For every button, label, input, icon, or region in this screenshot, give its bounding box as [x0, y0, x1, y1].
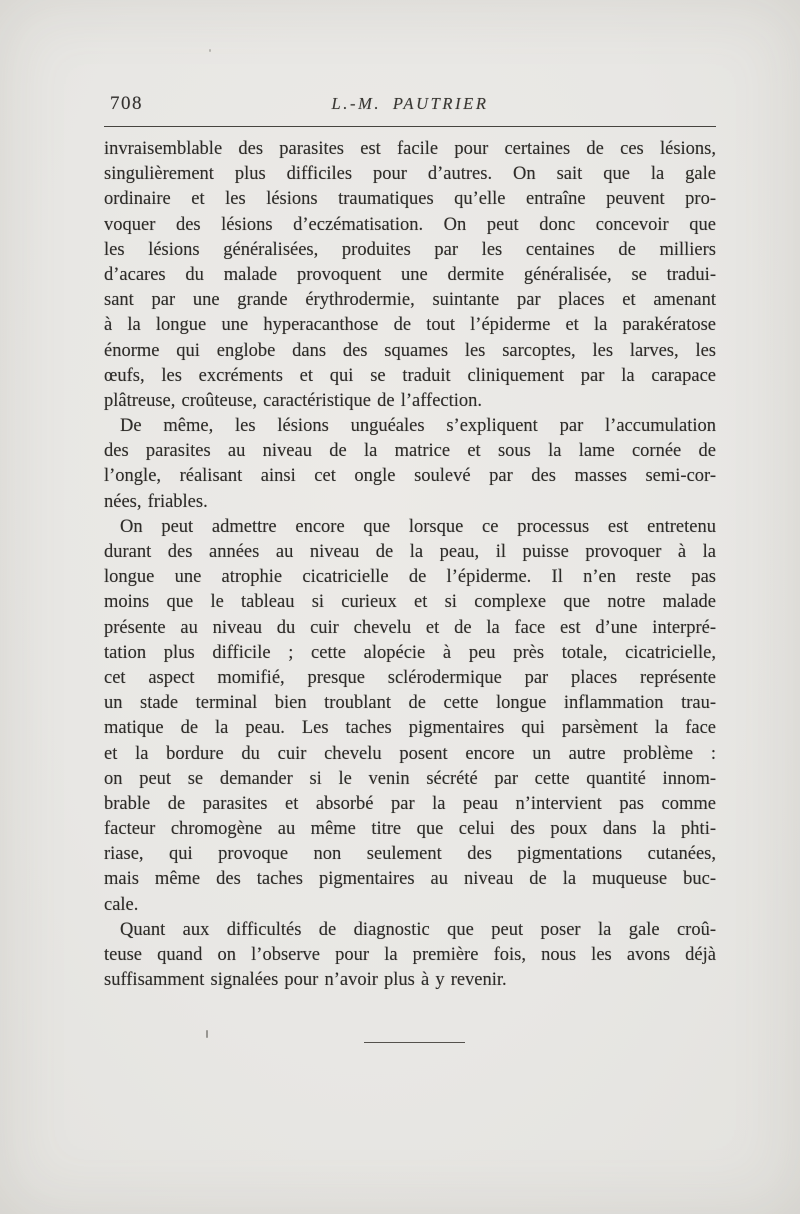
text-line: présente au niveau du cuir chevelu et de la face est d’une interpré- [104, 617, 716, 638]
text-line: invraisemblable des parasites est facile pour certaines de ces lésions, [104, 139, 716, 159]
text-line: longue une atrophie cicatricielle de l’épiderme. Il n’en reste pas [104, 567, 716, 588]
text-line: des parasites au niveau de la matrice et sous la lame cornée de [104, 441, 716, 462]
text-line: facteur chromogène au même titre que celui des poux dans la phti- [104, 819, 716, 840]
page-number: 708 [110, 93, 143, 114]
text-line: Quant aux difficultés de diagnostic que peut poser la gale croû- [120, 919, 716, 940]
text-line: et la bordure du cuir chevelu posent encore un autre problème : [104, 743, 716, 764]
running-head: L.-M. PAUTRIER [331, 94, 489, 113]
body-text [104, 137, 716, 993]
text-line: brable de parasites et absorbé par la peau n’intervient pas comme [104, 793, 716, 814]
text-line: mais même des taches pigmentaires au niveau de la muqueuse buc- [104, 869, 716, 890]
text-line: suffisamment signalées pour n’avoir plus à y revenir. [104, 970, 507, 991]
text-line: les lésions généralisées, produites par les centaines de milliers [104, 239, 716, 260]
text-line: riase, qui provoque non seulement des pigmentations cutanées, [104, 844, 716, 865]
text-line: moins que le tableau si curieux et si complexe que notre malade [104, 592, 716, 613]
text-line: sant par une grande érythrodermie, suintante par places et amenant [104, 290, 716, 311]
text-line: nées, friables. [104, 491, 208, 512]
text-line: à la longue une hyperacanthose de tout l’épiderme et la parakératose [104, 315, 716, 336]
text-line: On peut admettre encore que lorsque ce processus est entretenu [120, 516, 716, 537]
text-line: l’ongle, réalisant ainsi cet ongle soulevé par des masses semi-cor- [104, 466, 716, 487]
text-line: singulièrement plus difficiles pour d’autres. On sait que la gale [104, 164, 716, 185]
text-line: ordinaire et les lésions traumatiques qu’elle entraîne peuvent pro- [104, 189, 716, 210]
text-line: un stade terminal bien troublant de cette longue inflammation trau- [104, 693, 716, 714]
page-header [104, 93, 716, 117]
header-rule [104, 126, 716, 127]
text-line: cale. [104, 894, 139, 915]
text-line: cet aspect momifié, presque sclérodermique par places représente [104, 667, 716, 688]
section-divider-rule [364, 1042, 465, 1043]
text-line: tation plus difficile ; cette alopécie à peu près totale, cicatricielle, [104, 642, 716, 663]
ink-speck [209, 49, 211, 52]
text-line: teuse quand on l’observe pour la première fois, nous les avons déjà [104, 945, 716, 965]
text-line: d’acares du malade provoquent une dermite généralisée, se tradui- [104, 264, 716, 285]
text-line: De même, les lésions unguéales s’expliquent par l’accumulation [120, 416, 716, 437]
text-line: matique de la peau. Les taches pigmentaires qui parsèment la face [104, 718, 716, 739]
text-line: voquer des lésions d’eczématisation. On peut donc concevoir que [104, 214, 716, 235]
text-line: plâtreuse, croûteuse, caractéristique de l’affection. [104, 390, 483, 411]
ink-speck [206, 1030, 208, 1038]
text-line: on peut se demander si le venin sécrété par cette quantité innom- [104, 768, 716, 789]
text-line: œufs, les excréments et qui se traduit cliniquement par la carapace [104, 365, 716, 386]
text-line: durant des années au niveau de la peau, il puisse provoquer à la [104, 542, 716, 562]
text-line: énorme qui englobe dans des squames les sarcoptes, les larves, les [104, 340, 716, 361]
